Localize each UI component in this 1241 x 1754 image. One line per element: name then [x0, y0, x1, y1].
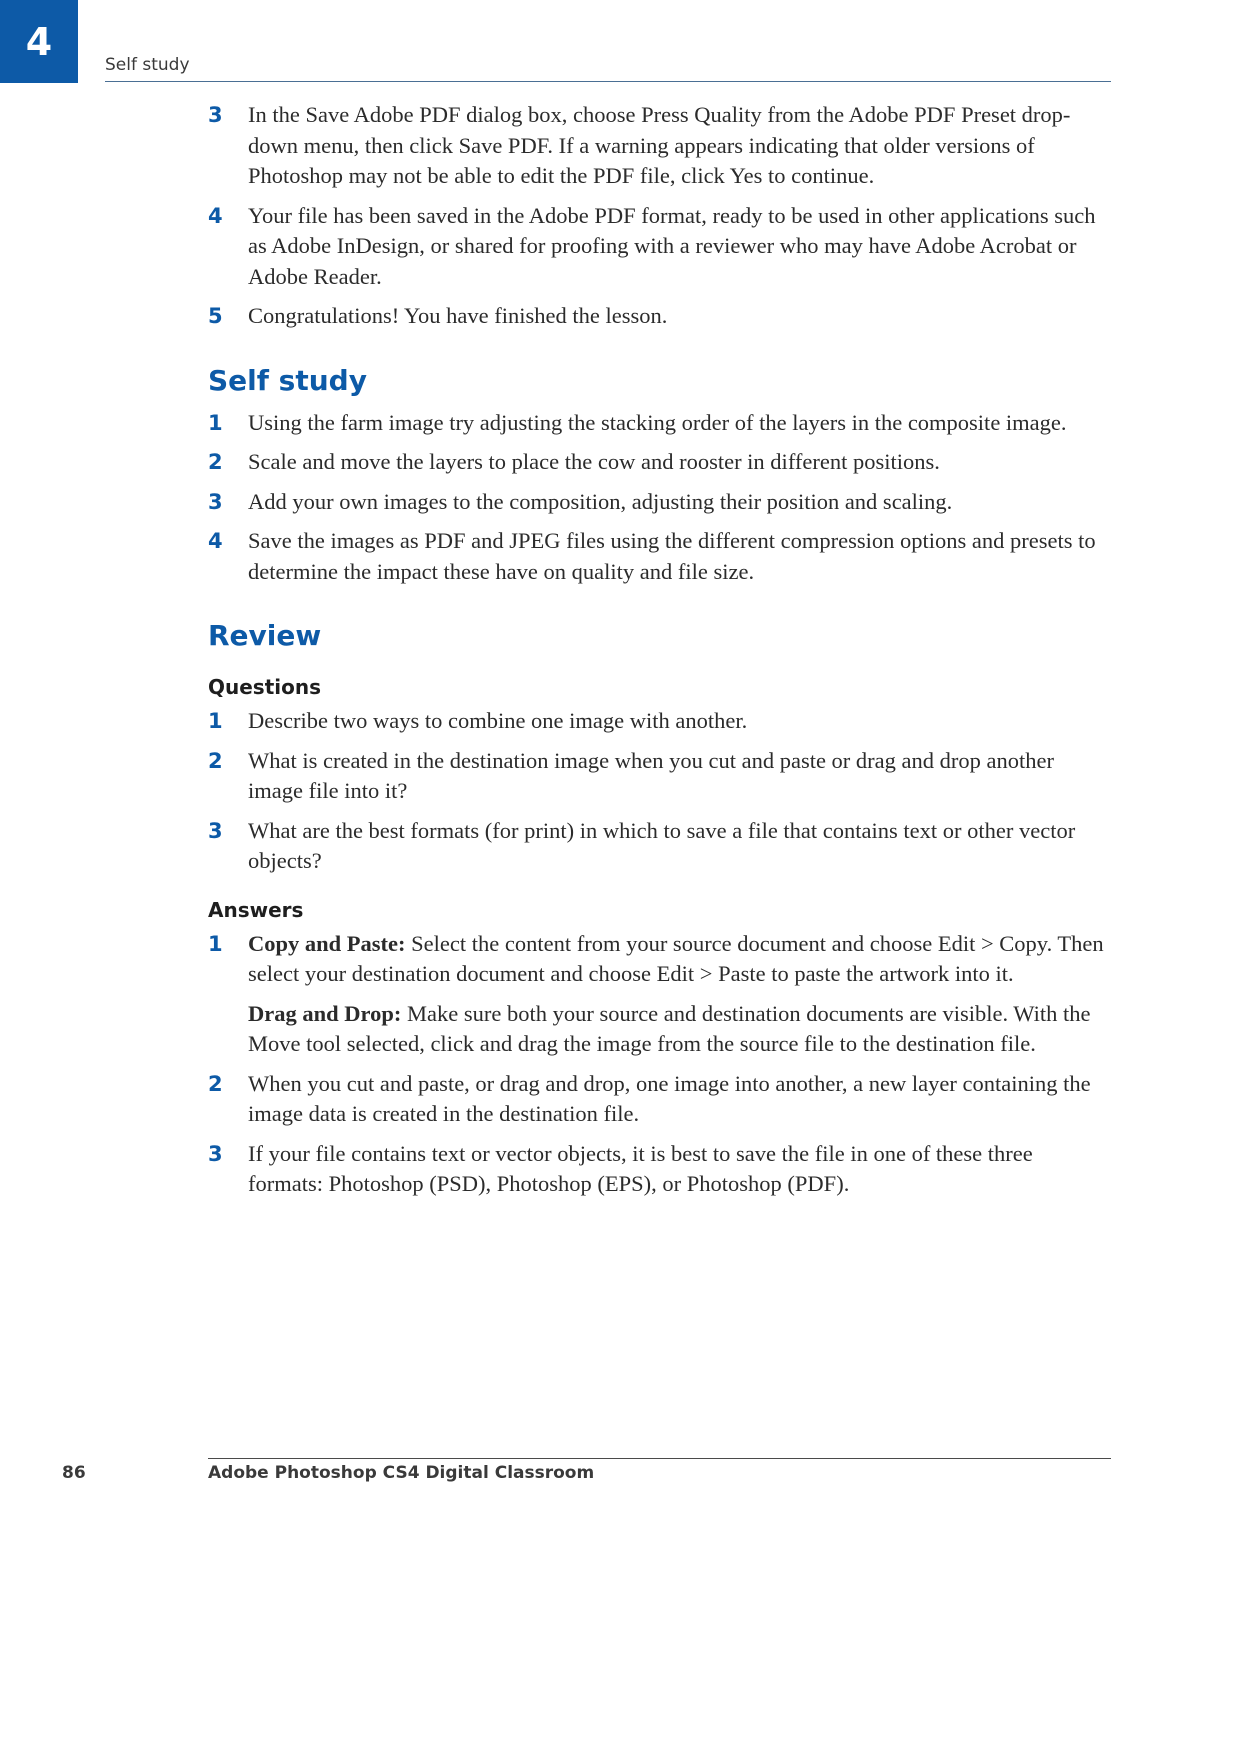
question-number: 3: [208, 818, 223, 843]
review-heading: Review: [208, 619, 322, 652]
question-3: [208, 816, 1113, 877]
answer-lead-copy-paste: Copy and Paste:: [248, 930, 406, 956]
answer-lead-drag-drop: Drag and Drop:: [248, 1000, 402, 1026]
self-study-item-2: [208, 447, 1113, 478]
answer-number: 3: [208, 1141, 223, 1166]
intro-step-5: [208, 301, 1113, 332]
footer-rule: [208, 1458, 1111, 1459]
step-text: Save the images as PDF and JPEG files using the different compression options and presets to determine the impact these have on quality and file size.: [248, 528, 1096, 584]
answer-text: If your file contains text or vector objects, it is best to save the file in one of these three formats: Photoshop (PSD), Photoshop (EPS), or Photoshop (PDF).: [248, 1140, 1033, 1196]
answer-text: When you cut and paste, or drag and drop, one image into another, a new layer containing the image data is created in the destination file.: [248, 1070, 1091, 1126]
step-number: 3: [208, 103, 223, 127]
chapter-number-tab: 4: [0, 0, 78, 83]
step-number: 4: [208, 529, 223, 553]
book-title: Adobe Photoshop CS4 Digital Classroom: [208, 1463, 595, 1483]
step-number: 4: [208, 203, 223, 228]
step-number: 5: [208, 304, 223, 328]
step-text: Congratulations! You have finished the lesson.: [248, 303, 668, 328]
question-number: 1: [208, 709, 223, 733]
page-content: [208, 100, 1113, 1209]
page-number: 86: [62, 1463, 86, 1483]
question-text: What are the best formats (for print) in which to save a file that contains text or other vector objects?: [248, 817, 1076, 873]
question-text: What is created in the destination image when you cut and paste or drag and drop another image file into it?: [248, 747, 1054, 803]
intro-step-4: [208, 201, 1113, 293]
self-study-item-1: [208, 408, 1113, 439]
answers-heading: Answers: [208, 897, 304, 922]
self-study-item-4: [208, 526, 1113, 587]
self-study-heading: Self study: [208, 363, 367, 397]
running-head: Self study: [105, 55, 190, 75]
answer-text-drag-drop: Make sure both your source and destination documents are visible. With the Move tool selected, click and drag the image from the source file to the destination file.: [248, 1000, 1091, 1056]
step-text: Scale and move the layers to place the cow and rooster in different positions.: [248, 449, 940, 474]
self-study-item-3: [208, 487, 1113, 518]
answer-number: 1: [208, 931, 223, 956]
answer-text-copy-paste: Select the content from your source document and choose Edit > Copy. Then select your destination document and choose Edit > Paste to paste the artwork into it.: [248, 930, 1104, 986]
question-2: [208, 746, 1113, 807]
step-text: Your file has been saved in the Adobe PDF format, ready to be used in other applications such as Adobe InDesign, or shared for proofing with a reviewer who may have Adobe Acrobat or Adobe Reader.: [248, 202, 1096, 289]
question-1: [208, 706, 1113, 737]
step-number: 3: [208, 489, 223, 514]
step-text: In the Save Adobe PDF dialog box, choose Press Quality from the Adobe PDF Preset drop-down menu, then click Save PDF. If a warning appears indicating that older versions of Photoshop may not be able to edit the PDF file, click Yes to continue.: [248, 102, 1071, 188]
answer-number: 2: [208, 1071, 223, 1096]
intro-step-3: [208, 100, 1113, 192]
answer-3: [208, 1139, 1113, 1200]
step-text: Using the farm image try adjusting the stacking order of the layers in the composite image.: [248, 409, 1067, 435]
step-text: Add your own images to the composition, adjusting their position and scaling.: [248, 488, 953, 514]
answer-paragraph-drag-drop: [248, 999, 1113, 1060]
answer-2: [208, 1069, 1113, 1130]
header-rule: [105, 81, 1111, 82]
step-number: 2: [208, 450, 223, 474]
step-number: 1: [208, 410, 223, 435]
question-text: Describe two ways to combine one image with another.: [248, 708, 748, 733]
answer-1: [208, 929, 1113, 1060]
questions-heading: Questions: [208, 675, 322, 699]
question-number: 2: [208, 748, 223, 773]
answer-paragraph-copy-paste: [248, 929, 1113, 990]
